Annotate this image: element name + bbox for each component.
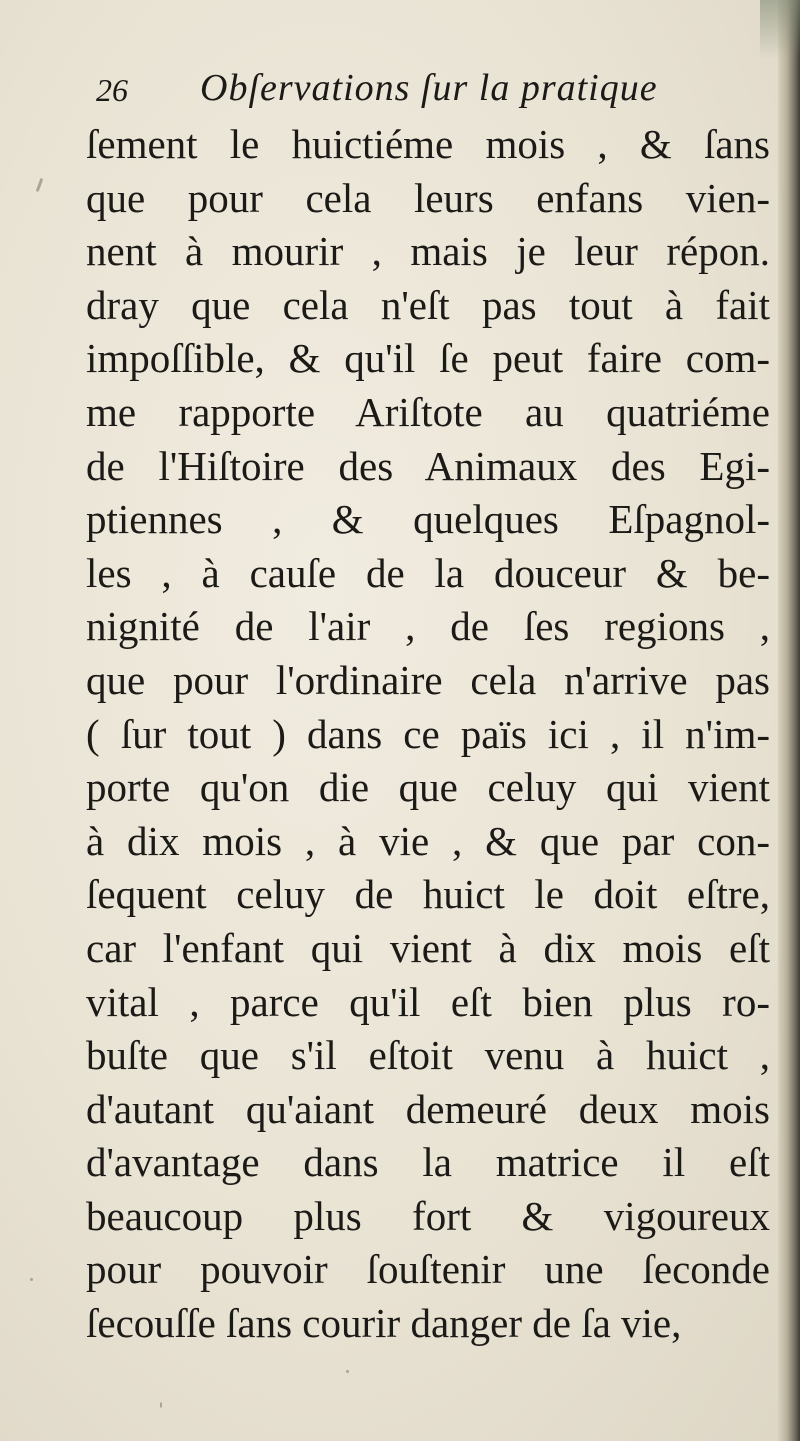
- text-line-13: porte qu'on die que celuy qui vient: [86, 764, 770, 811]
- text-line-10: nignité de l'air , de ſes regions ,: [86, 603, 770, 650]
- page-stain: [760, 0, 800, 60]
- ink-speck: [30, 1278, 33, 1281]
- running-head: Obſervations ſur la pratique: [200, 67, 658, 109]
- text-line-7: de l'Hiſtoire des Animaux des Egi-: [86, 442, 770, 489]
- text-line-18: buſte que s'il eſtoit venu à huict ,: [86, 1032, 770, 1079]
- text-line-14: à dix mois , à vie , & que par con-: [86, 817, 770, 864]
- page-number: 26: [96, 72, 128, 108]
- text-line-2: que pour cela leurs enfans vien-: [86, 174, 770, 221]
- text-line-6: me rapporte Ariſtote au quatriéme: [86, 388, 770, 435]
- text-line-5: impoſſible, & qu'il ſe peut faire com-: [86, 335, 770, 382]
- text-line-16: car l'enfant qui vient à dix mois eſt: [86, 924, 770, 971]
- text-line-22: pour pouvoir ſouſtenir une ſeconde: [86, 1246, 770, 1293]
- body-text: [86, 118, 770, 1351]
- text-line-17: vital , parce qu'il eſt bien plus ro-: [86, 978, 770, 1025]
- ink-speck: [160, 1402, 162, 1408]
- text-line-1: ſement le huictiéme mois , & ſans: [86, 121, 770, 167]
- text-line-8: ptiennes , & quelques Eſpagnol-: [86, 496, 770, 543]
- text-line-20: d'avantage dans la matrice il eſt: [86, 1139, 770, 1186]
- text-line-11: que pour l'ordinaire cela n'arrive pas: [86, 656, 770, 703]
- page-header: [96, 68, 716, 112]
- text-line-3: nent à mourir , mais je leur répon.: [86, 228, 770, 275]
- page-gutter-shadow: [778, 0, 800, 1441]
- ink-speck: [346, 1370, 349, 1373]
- text-line-12: ( ſur tout ) dans ce païs ici , il n'im-: [86, 710, 770, 757]
- ink-speck: [36, 178, 44, 192]
- text-line-23: ſecouſſe ſans courir danger de ſa vie,: [86, 1300, 682, 1347]
- text-line-15: ſequent celuy de huict le doit eſtre,: [86, 871, 770, 918]
- text-line-21: beaucoup plus fort & vigoureux: [86, 1192, 770, 1239]
- text-line-4: dray que cela n'eſt pas tout à fait: [86, 281, 770, 328]
- text-line-9: les , à cauſe de la douceur & be-: [86, 549, 770, 596]
- text-line-19: d'autant qu'aiant demeuré deux mois: [86, 1085, 770, 1132]
